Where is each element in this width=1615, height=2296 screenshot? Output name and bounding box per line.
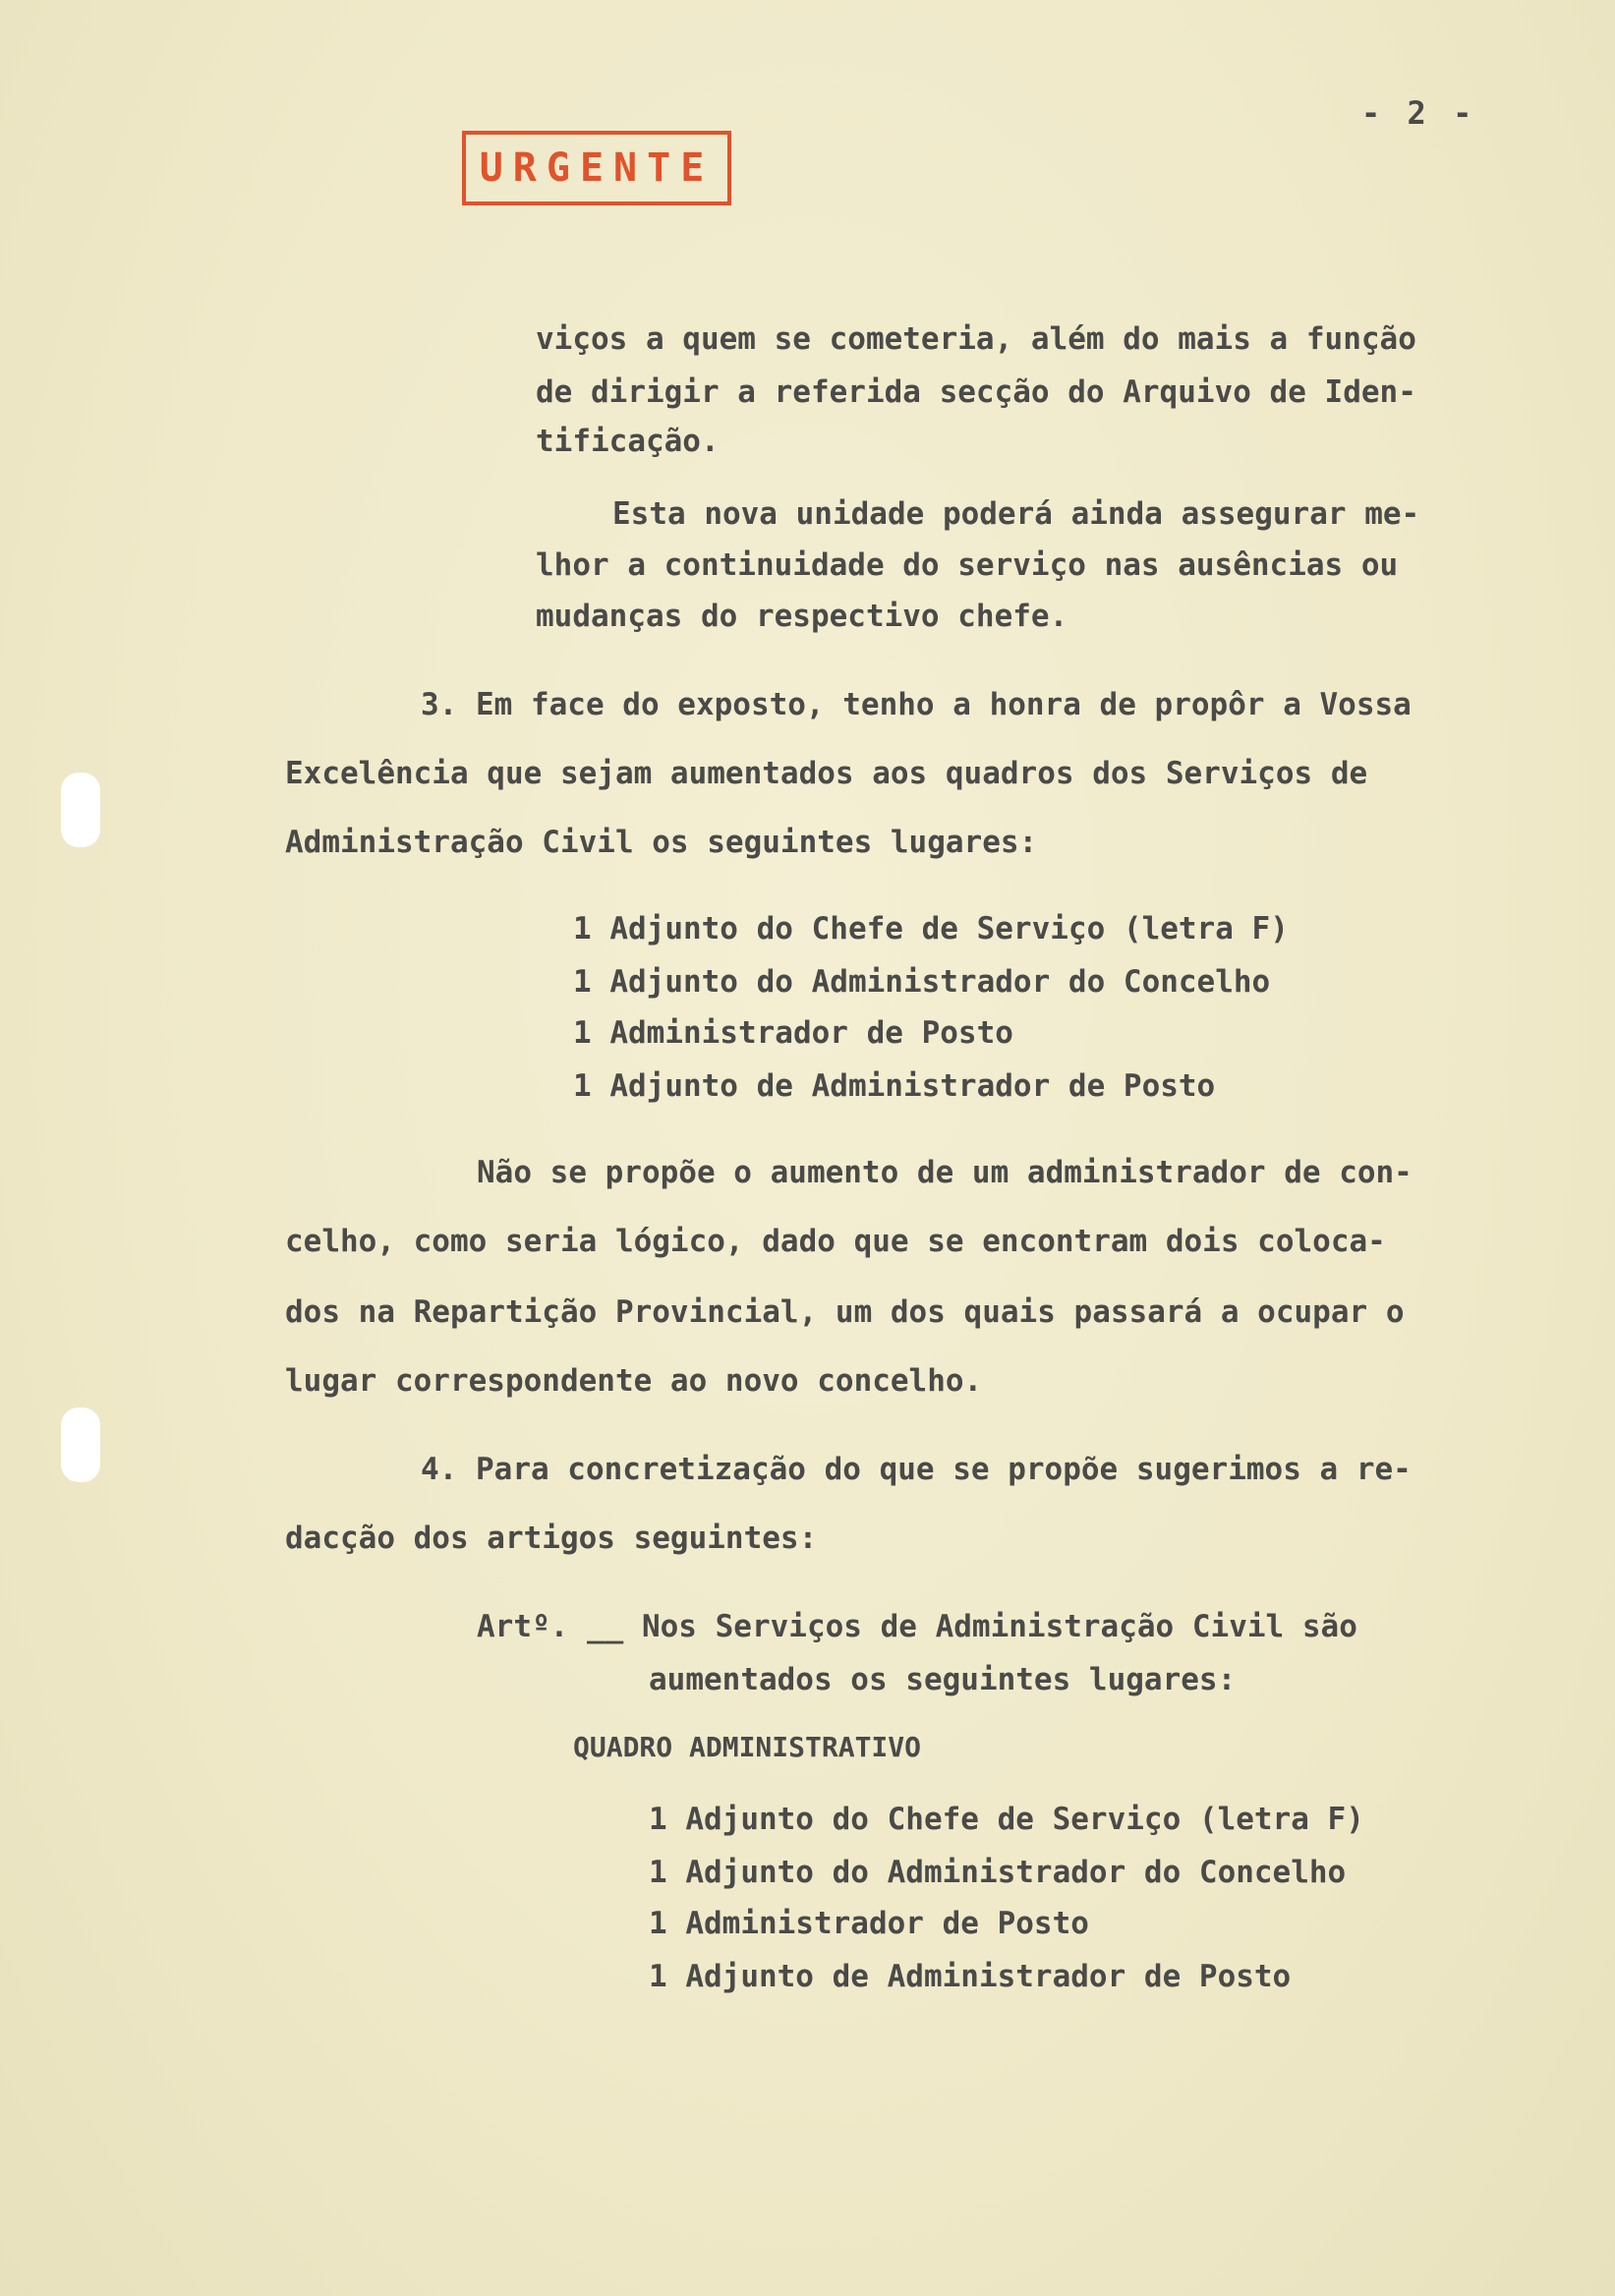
article-line-1: Artº. __ Nos Serviços de Administração Civil são [477, 1609, 1357, 1644]
no-increase-line-2: celho, como seria lógico, dado que se encontram dois coloca- [285, 1224, 1386, 1259]
continuity-line-2: lhor a continuidade do serviço nas ausências ou [536, 547, 1399, 583]
punch-hole-lower [61, 1407, 100, 1482]
article-position-2: 1 Adjunto do Administrador do Concelho [649, 1855, 1347, 1890]
page-number: - 2 - [1361, 94, 1476, 132]
article-position-3: 1 Administrador de Posto [649, 1906, 1089, 1941]
intro-line-3: tificação. [536, 424, 720, 459]
section-4-line-2: dacção dos artigos seguintes: [285, 1521, 818, 1556]
quadro-heading: QUADRO ADMINISTRATIVO [573, 1731, 922, 1763]
stamp-text: URGENTE [479, 145, 715, 191]
article-line-2: aumentados os seguintes lugares: [649, 1662, 1237, 1697]
article-position-1: 1 Adjunto do Chefe de Serviço (letra F) [649, 1802, 1364, 1837]
intro-line-2: de dirigir a referida secção do Arquivo de Iden- [536, 374, 1416, 410]
punch-hole-upper [61, 773, 100, 847]
section-3-position-3: 1 Administrador de Posto [573, 1015, 1013, 1051]
section-3-line-3: Administração Civil os seguintes lugares: [285, 825, 1038, 860]
section-3-position-4: 1 Adjunto de Administrador de Posto [573, 1068, 1216, 1104]
section-3-position-1: 1 Adjunto do Chefe de Serviço (letra F) [573, 911, 1289, 947]
no-increase-line-4: lugar correspondente ao novo concelho. [285, 1363, 983, 1399]
section-4-line-1: 4. Para concretização do que se propõe sugerimos a re- [421, 1452, 1412, 1487]
no-increase-line-3: dos na Repartição Provincial, um dos quais passará a ocupar o [285, 1294, 1405, 1330]
section-3-line-1: 3. Em face do exposto, tenho a honra de propôr a Vossa [421, 687, 1412, 722]
section-3-position-2: 1 Adjunto do Administrador do Concelho [573, 964, 1271, 1000]
continuity-line-3: mudanças do respectivo chefe. [536, 599, 1068, 634]
intro-line-1: viços a quem se cometeria, além do mais a função [536, 321, 1416, 357]
section-3-line-2: Excelência que sejam aumentados aos quadros dos Serviços de [285, 756, 1368, 791]
urgente-stamp [462, 131, 731, 205]
article-position-4: 1 Adjunto de Administrador de Posto [649, 1959, 1292, 1994]
continuity-line-1: Esta nova unidade poderá ainda assegurar me- [612, 496, 1420, 532]
no-increase-line-1: Não se propõe o aumento de um administrador de con- [477, 1155, 1413, 1190]
